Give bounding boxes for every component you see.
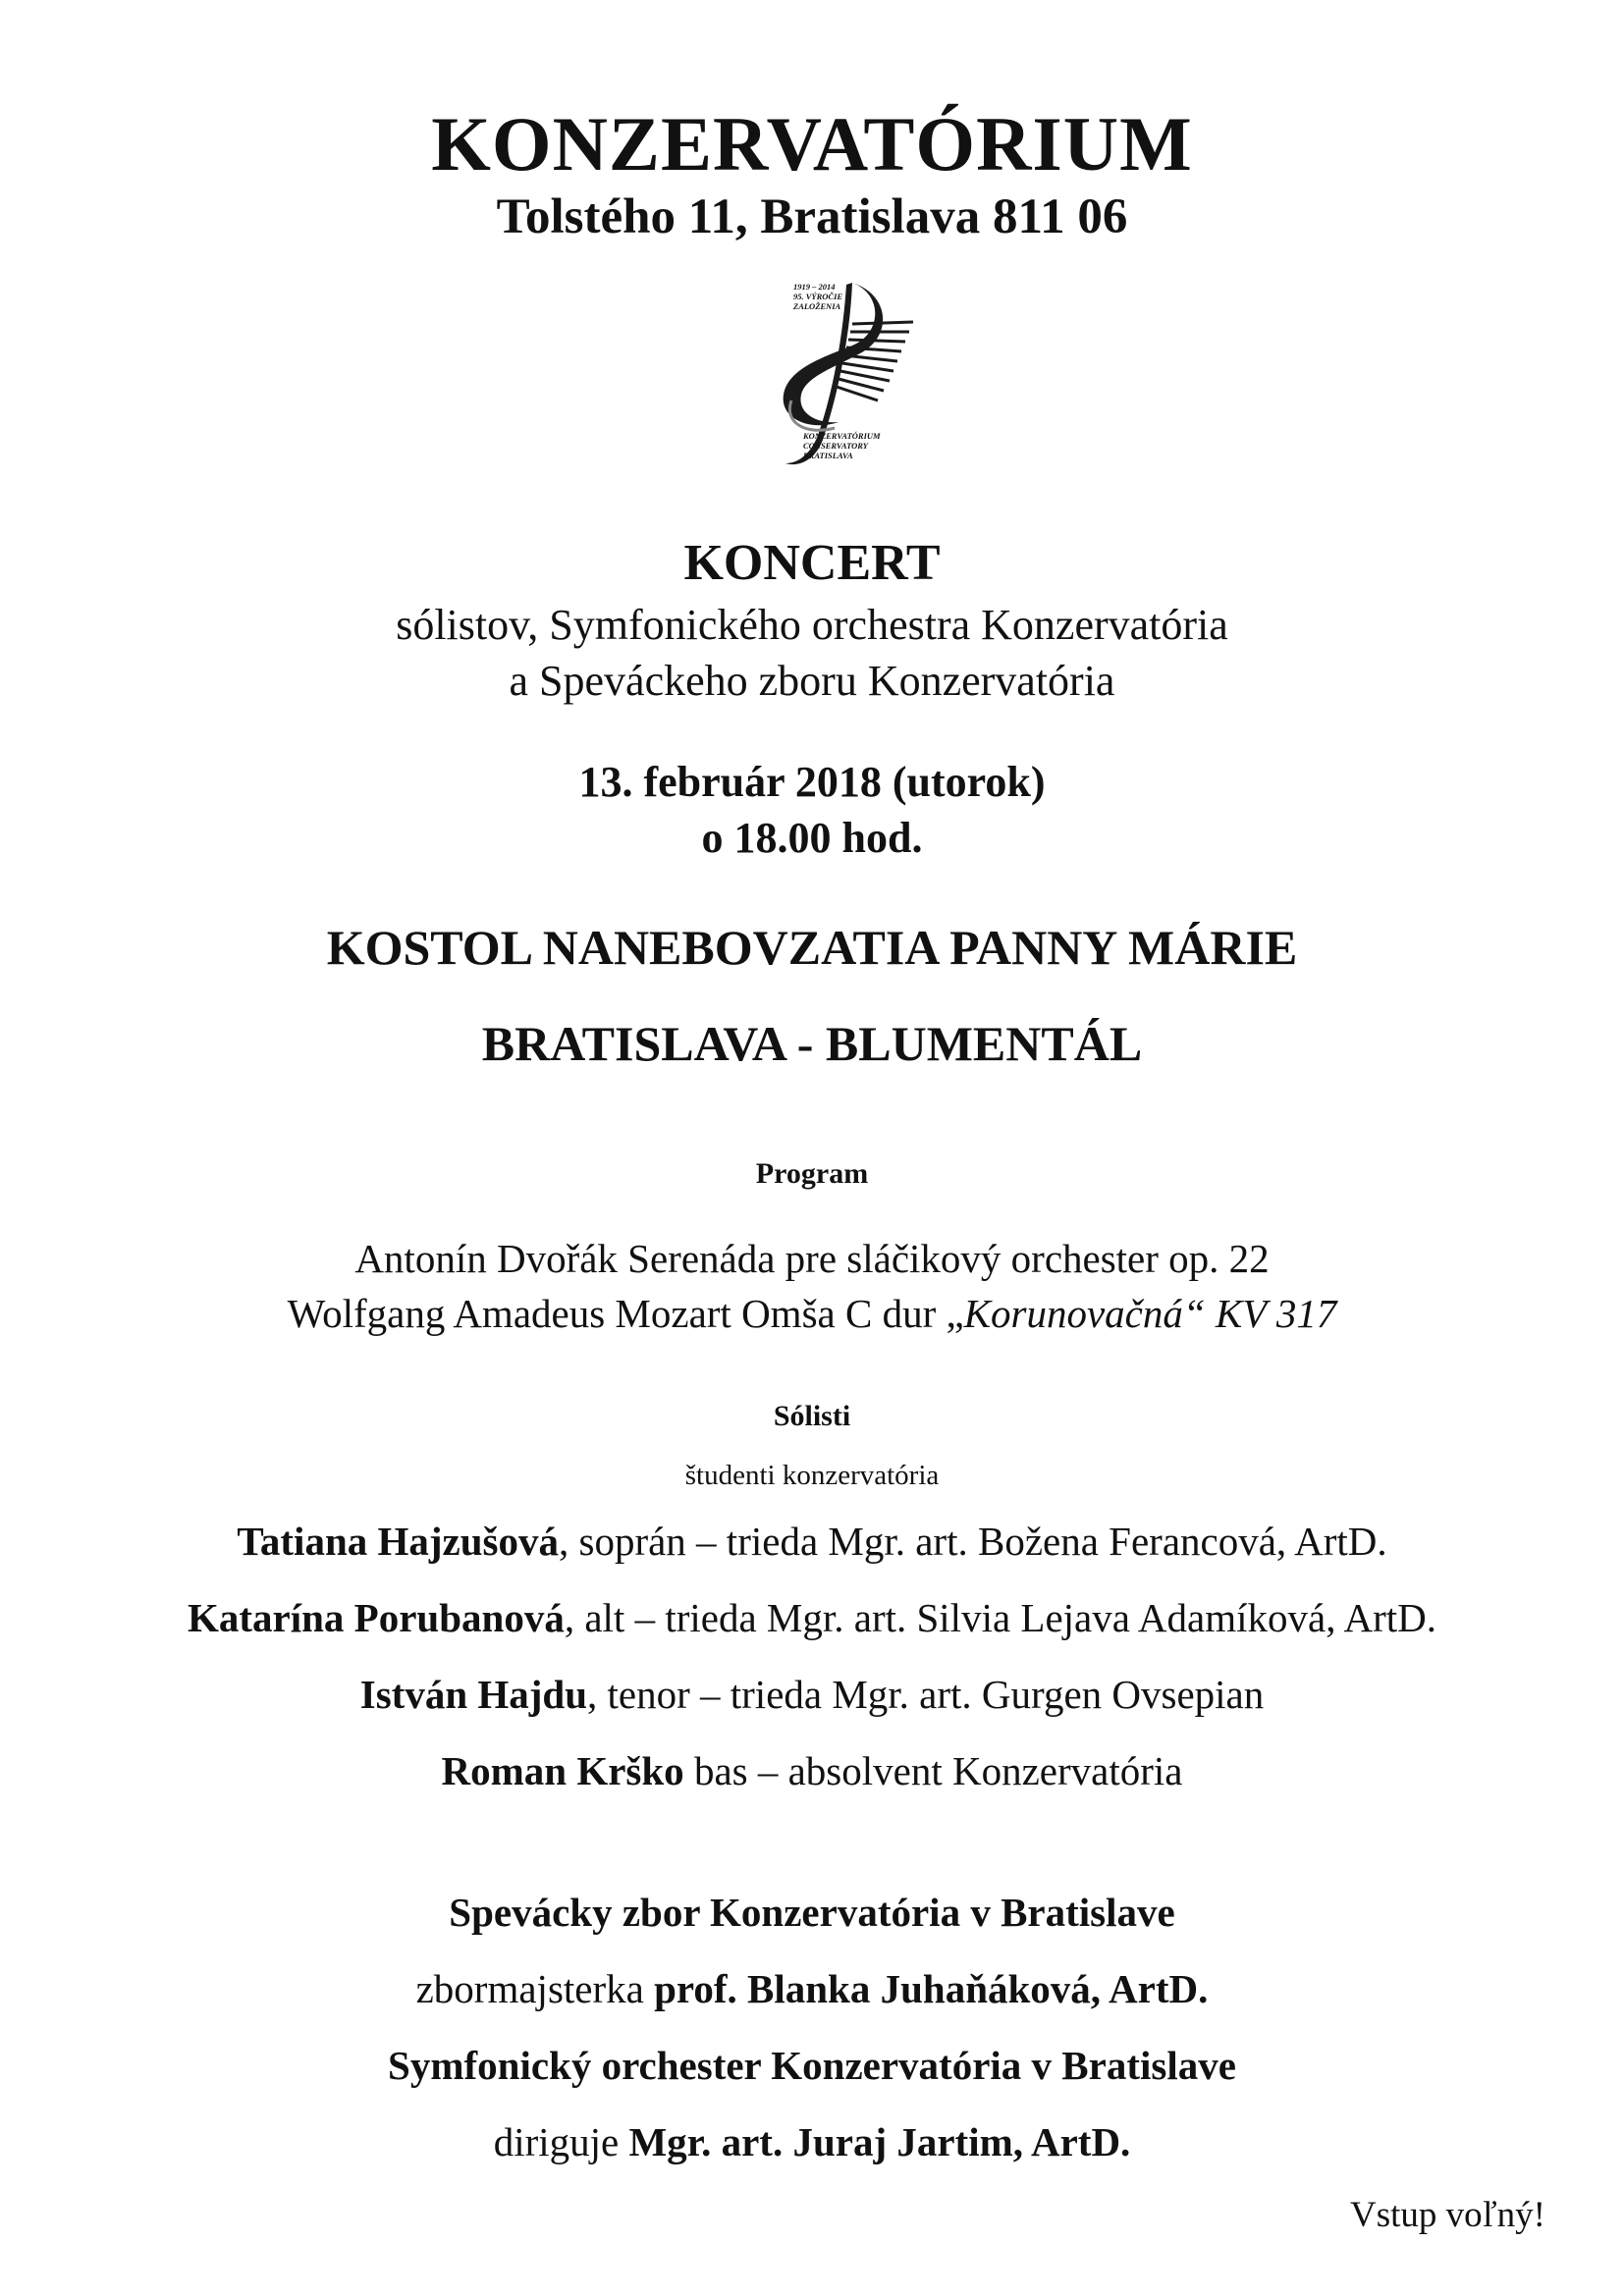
- concert-date: 13. február 2018 (utorok): [578, 758, 1046, 806]
- concert-subtitle-2: a Speváckeho zboru Konzervatória: [509, 657, 1115, 705]
- logo-anniversary-text: 1919 – 2014 95. VÝROČIE ZALOŽENIA: [793, 282, 843, 311]
- soloist-detail: , tenor – trieda Mgr. art. Gurgen Ovsepian: [587, 1672, 1265, 1717]
- conductor: diriguje Mgr. art. Juraj Jartim, ArtD.: [493, 2119, 1131, 2164]
- soloist-line: [0, 1748, 1624, 1793]
- soloist-detail: , alt – trieda Mgr. art. Silvia Lejava Adamíková, ArtD.: [564, 1595, 1436, 1640]
- concert-heading: KONCERT: [683, 535, 941, 591]
- soloist-line: [0, 1672, 1624, 1717]
- program-heading: Program: [755, 1157, 869, 1190]
- soloist-name: István Hajdu: [359, 1672, 588, 1717]
- address: Tolstého 11, Bratislava 811 06: [496, 189, 1128, 244]
- soloist-detail: , soprán – trieda Mgr. art. Božena Ferancová, ArtD.: [559, 1519, 1387, 1564]
- choir-name: Spevácky zbor Konzervatória v Bratislave: [449, 1890, 1175, 1935]
- soloist-name: Roman Krško: [441, 1748, 684, 1793]
- soloist-detail: bas – absolvent Konzervatória: [683, 1748, 1183, 1793]
- venue-name: KOSTOL NANEBOVZATIA PANNY MÁRIE: [326, 920, 1298, 975]
- venue-location: BRATISLAVA - BLUMENTÁL: [481, 1016, 1143, 1071]
- choir-master: zbormajsterka prof. Blanka Juhaňáková, ArtD.: [415, 1966, 1209, 2011]
- concert-subtitle-1: sólistov, Symfonického orchestra Konzervatória: [396, 601, 1228, 649]
- soloist-name: Tatiana Hajzušová: [237, 1519, 559, 1564]
- soloist-line: [0, 1519, 1624, 1564]
- soloists-subheading: študenti konzervatória: [684, 1460, 940, 1491]
- orchestra-name: Symfonický orchester Konzervatória v Bratislave: [388, 2043, 1236, 2088]
- logo-name-text: KONZERVATÓRIUM CONSERVATORY BRATISLAVA: [803, 431, 881, 460]
- page-title: KONZERVATÓRIUM: [431, 101, 1193, 187]
- soloist-name: Katarína Porubanová: [188, 1595, 565, 1640]
- program-item: Antonín Dvořák Serenáda pre sláčikový orchester op. 22: [354, 1236, 1270, 1281]
- concert-time: o 18.00 hod.: [701, 814, 923, 862]
- admission-note: Vstup voľný!: [1349, 2195, 1545, 2235]
- soloists-heading: Sólisti: [773, 1400, 851, 1432]
- program-item: Wolfgang Amadeus Mozart Omša C dur „Korunovačná“ KV 317: [287, 1291, 1337, 1336]
- soloist-line: [0, 1595, 1624, 1640]
